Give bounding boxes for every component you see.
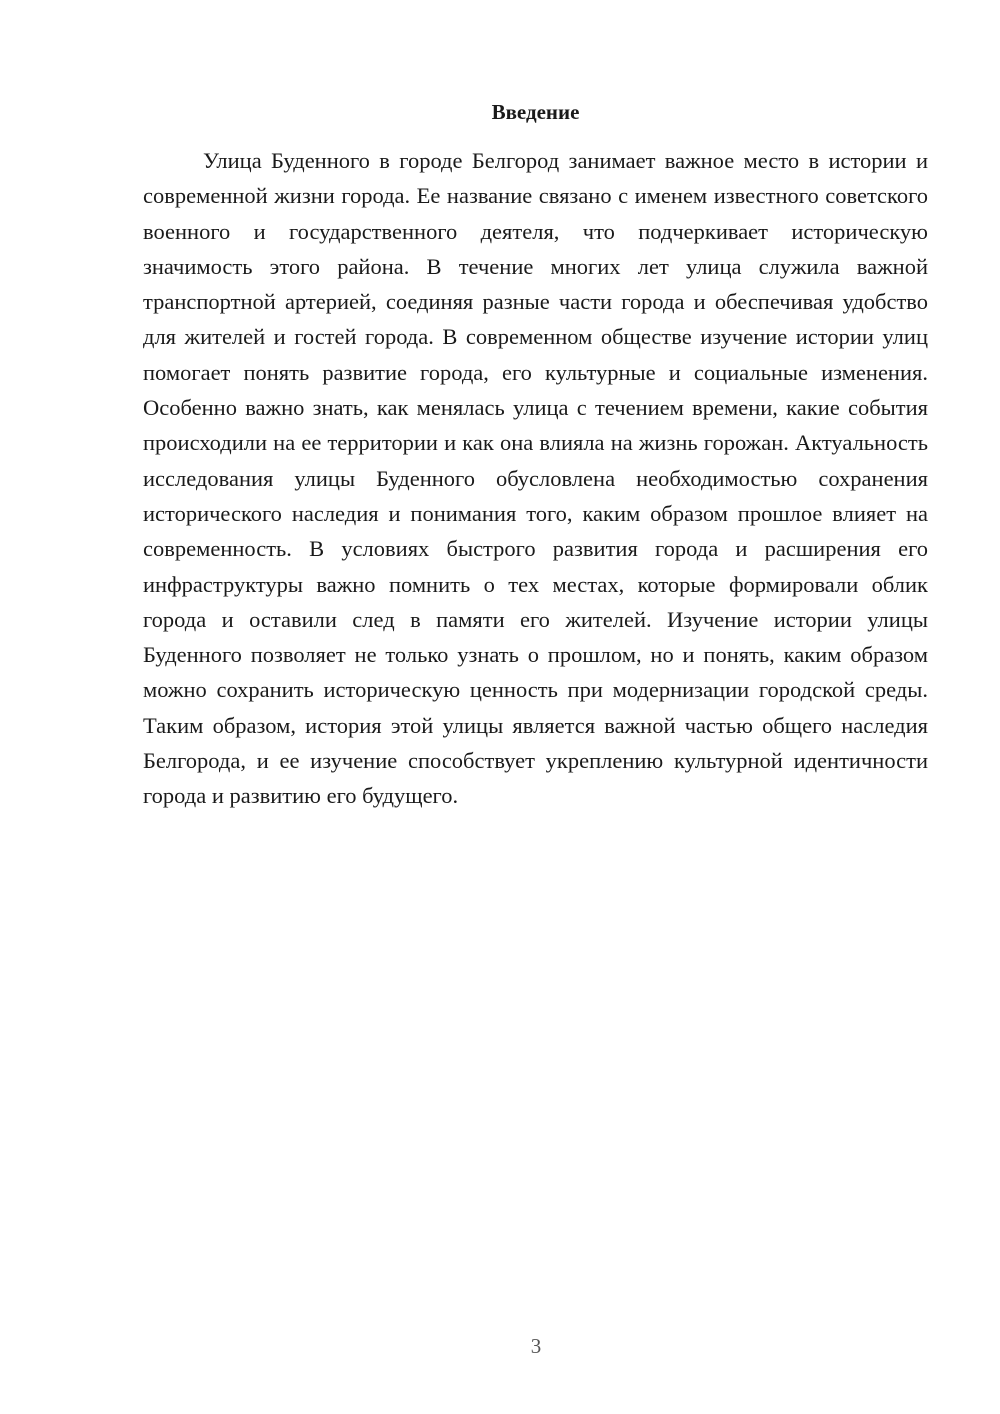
section-heading: Введение [491,100,580,124]
page-number: 3 [530,1334,542,1358]
body-paragraph: Улица Буденного в городе Белгород занимает важное место в истории и современной жизни города. Ее название связано с именем известного советского военного и государственного деятеля, что подчеркивает историческую значимость этого района. В течение многих лет улица служила важной транспортной артерией, соединяя разные части города и обеспечивая удобство для жителей и гостей города. В современном обществе изучение истории улиц помогает понять развитие города, его культурные и социальные изменения. Особенно важно знать, как менялась улица с течением времени, какие события происходили на ее территории и как она влияла на жизнь горожан. Актуальность исследования улицы Буденного обусловлена необходимостью сохранения исторического наследия и понимания того, каким образом прошлое влияет на современность. В условиях быстрого развития города и расширения его инфраструктуры важно помнить о тех местах, которые формировали облик города и оставили след в памяти его жителей. Изучение истории улицы Буденного позволяет не только узнать о прошлом, но и понять, каким образом можно сохранить историческую ценность при модернизации городской среды. Таким образом, история этой улицы является важной частью общего наследия Белгорода, и ее изучение способствует укреплению культурной идентичности города и развитию его будущего. [143,148,928,809]
